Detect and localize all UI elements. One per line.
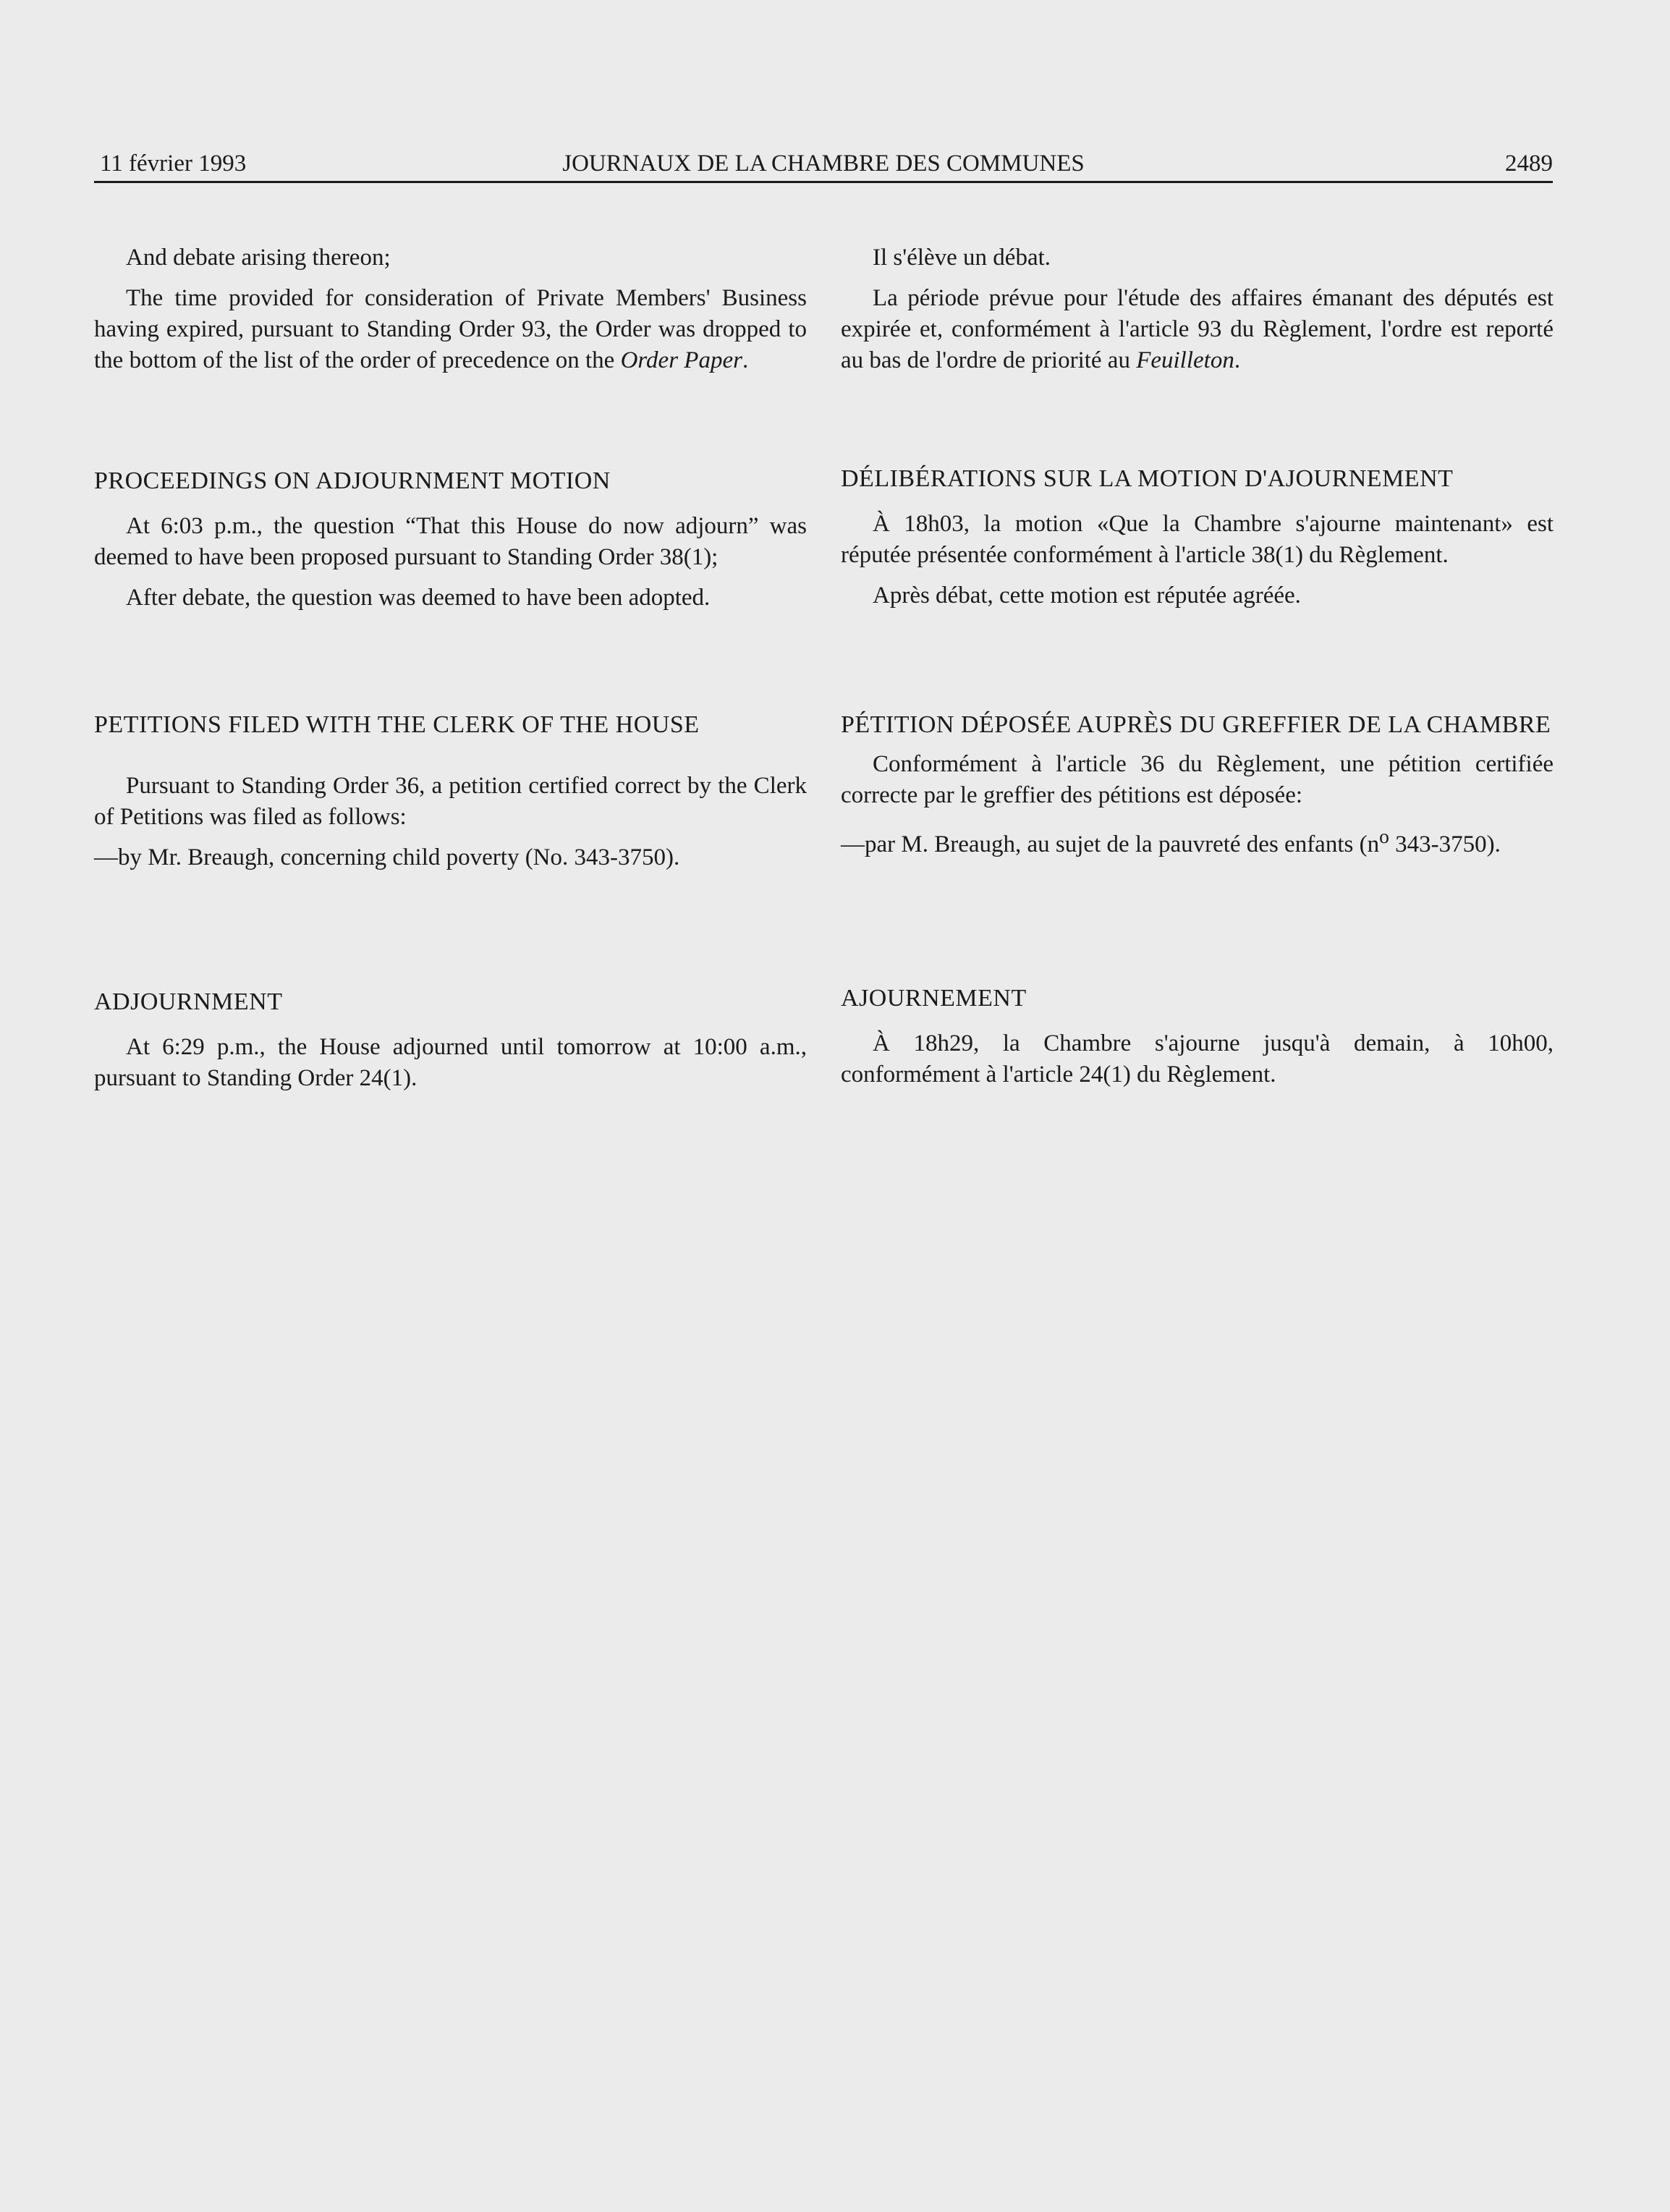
paragraph-text: 343-3750). [1389, 831, 1501, 857]
paragraph: And debate arising thereon; [126, 245, 391, 271]
paragraph-text: . [1234, 347, 1241, 373]
section-heading: ADJOURNMENT [94, 988, 283, 1015]
paragraph-text: —par M. Breaugh, au sujet de la pauvreté des enfants (n [841, 831, 1380, 857]
section-heading: AJOURNEMENT [841, 985, 1027, 1012]
paragraph: À 18h29, la Chambre s'ajourne jusqu'à demain, à 10h00, conformément à l'article 24(1) du Règlement. [841, 1030, 1554, 1088]
paragraph: After debate, the question was deemed to have been adopted. [126, 585, 711, 611]
petitions-section [94, 709, 807, 883]
superscript-text: o [1379, 825, 1389, 847]
paragraph: At 6:29 p.m., the House adjourned until tomorrow at 10:00 a.m., pursuant to Standing Order 24(1). [94, 1034, 807, 1091]
header-date: 11 février 1993 [100, 151, 247, 177]
header-page-number: 2489 [1505, 151, 1553, 177]
proceedings-section [841, 463, 1554, 621]
paragraph: Conformément à l'article 36 du Règlement, une pétition certifiée correcte par le greffier des pétitions est déposée: [841, 751, 1554, 808]
paragraph: À 18h03, la motion «Que la Chambre s'ajourne maintenant» est réputée présentée conformément à l'article 38(1) du Règlement. [841, 511, 1554, 568]
adjournment-section [841, 983, 1554, 1100]
paragraph [841, 821, 1554, 860]
paragraph-text: La période prévue pour l'étude des affaires émanant des députés est expirée et, conformément à l'article 93 du Règlement, l'ordre est reporté au bas de l'ordre de priorité au [841, 285, 1554, 373]
intro-section [94, 242, 807, 386]
paragraph-text: The time provided for consideration of Private Members' Business having expired, pursuant to Standing Order 93, the Order was dropped to the bottom of the list of the order of precedence on the [94, 285, 807, 373]
italic-text: Feuilleton [1136, 347, 1234, 373]
petitions-section [841, 709, 1554, 870]
paragraph: Pursuant to Standing Order 36, a petition certified correct by the Clerk of Petitions was filed as follows: [94, 773, 807, 830]
paragraph [94, 283, 807, 376]
paragraph: At 6:03 p.m., the question “That this House do now adjourn” was deemed to have been proposed pursuant to Standing Order 38(1); [94, 513, 807, 570]
header-title: JOURNAUX DE LA CHAMBRE DES COMMUNES [562, 151, 1085, 177]
paragraph: Il s'élève un débat. [873, 245, 1051, 271]
paragraph: Après débat, cette motion est réputée agréée. [873, 582, 1301, 609]
adjournment-section [94, 986, 807, 1103]
section-heading: PROCEEDINGS ON ADJOURNMENT MOTION [94, 467, 611, 494]
running-head [94, 145, 1553, 183]
intro-section [841, 242, 1554, 386]
section-heading: DÉLIBÉRATIONS SUR LA MOTION D'AJOURNEMENT [841, 465, 1454, 492]
italic-text: Order Paper [620, 347, 742, 373]
section-heading: PÉTITION DÉPOSÉE AUPRÈS DU GREFFIER DE LA CHAMBRE [841, 711, 1551, 738]
paragraph: —by Mr. Breaugh, concerning child poverty (No. 343-3750). [94, 844, 680, 870]
paragraph-text: . [742, 347, 749, 373]
paragraph [841, 283, 1554, 376]
proceedings-section [94, 465, 807, 623]
section-heading: PETITIONS FILED WITH THE CLERK OF THE HOUSE [94, 711, 700, 738]
